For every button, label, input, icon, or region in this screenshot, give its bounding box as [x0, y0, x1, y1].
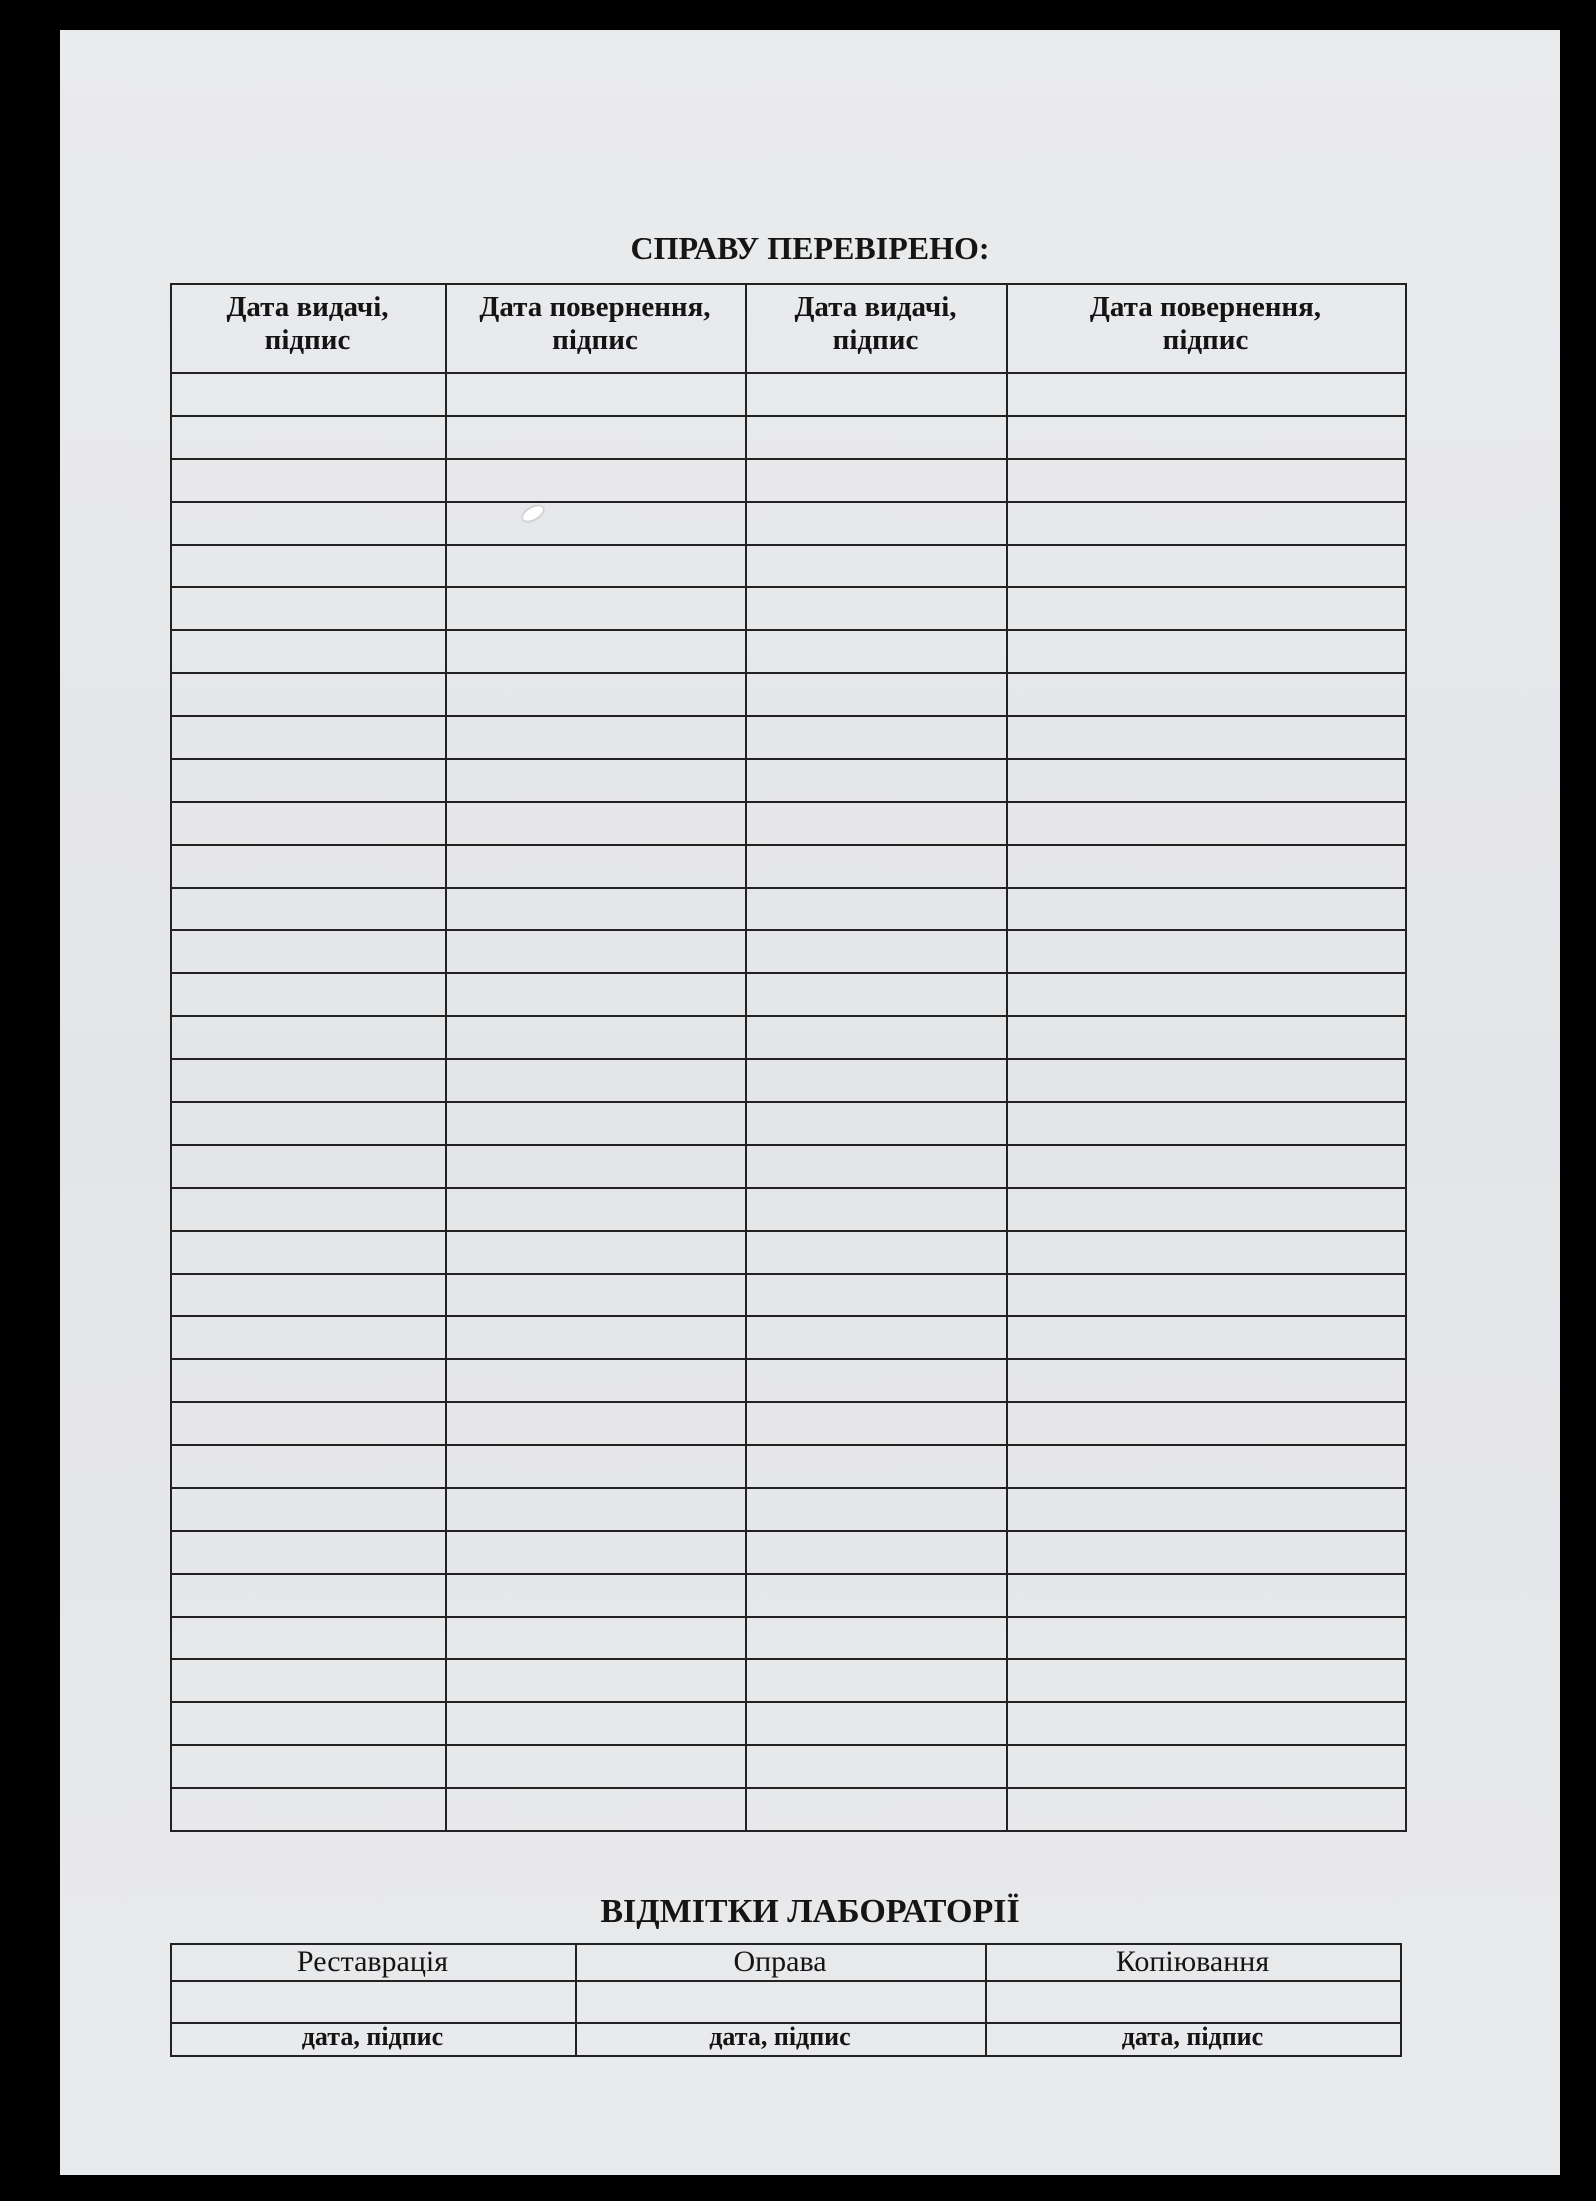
column-header-line1: Дата видачі, [794, 291, 957, 323]
lab-column-name: Оправа [733, 1945, 827, 1978]
column-header-line2: підпис [264, 323, 351, 356]
table-row-line [170, 887, 1407, 889]
table-header-border [170, 372, 1407, 374]
table-row-line [170, 715, 1407, 717]
column-header-line2: підпис [832, 323, 919, 356]
table-row-line [170, 1444, 1407, 1446]
paper-speck [521, 503, 546, 524]
column-header-line2: підпис [552, 323, 638, 356]
table-row-line [170, 1101, 1407, 1103]
table-row-line [170, 929, 1407, 931]
lab-column-name: Реставрація [296, 1945, 449, 1978]
table-row-line [170, 1230, 1407, 1232]
lab-column-footer: дата, підпис [1121, 2022, 1264, 2051]
table-row-line [170, 1144, 1407, 1146]
column-header [170, 291, 445, 357]
table-row-line [170, 1315, 1407, 1317]
table-row-line [170, 586, 1407, 588]
table-row-line [170, 1058, 1407, 1060]
table-row-line [170, 844, 1407, 846]
column-header-line1: Дата повернення, [479, 291, 711, 323]
table-row-line [170, 1830, 1407, 1832]
table-row-line [170, 544, 1407, 546]
lab-hline [170, 1980, 1402, 1982]
lab-bottom-border [170, 2055, 1402, 2057]
table-row-line [170, 1658, 1407, 1660]
table-row-line [170, 1616, 1407, 1618]
lab-column-name: Копіювання [1115, 1945, 1270, 1978]
table-row-line [170, 1273, 1407, 1275]
lab-column-footer: дата, підпис [301, 2022, 444, 2051]
lab-vline-bottom [1400, 2035, 1402, 2057]
table-row-line [170, 1701, 1407, 1703]
table-row-line [170, 629, 1407, 631]
table-row-line [170, 415, 1407, 417]
table-row-line [170, 458, 1407, 460]
table-row-line [170, 1015, 1407, 1017]
table-row-line [170, 1187, 1407, 1189]
table-row-line [170, 972, 1407, 974]
table-row-line [170, 758, 1407, 760]
checked-title: СПРАВУ ПЕРЕВІРЕНО: [630, 230, 990, 266]
table-row-line [170, 501, 1407, 503]
table-row-line [170, 1787, 1407, 1789]
table-row-line [170, 1358, 1407, 1360]
lab-column-footer: дата, підпис [709, 2022, 851, 2051]
table-row-line [170, 1530, 1407, 1532]
column-header-line2: підпис [1162, 323, 1249, 356]
table-row-line [170, 1744, 1407, 1746]
table-top-border [170, 283, 1407, 285]
table-row-line [170, 672, 1407, 674]
table-row-line [170, 1573, 1407, 1575]
table-row-line [170, 1401, 1407, 1403]
column-header [745, 291, 1006, 357]
column-header-line1: Дата повернення, [1089, 291, 1322, 323]
table-row-line [170, 801, 1407, 803]
table-row-line [170, 1487, 1407, 1489]
column-header-line1: Дата видачі, [226, 291, 389, 323]
form-page [60, 30, 1560, 2175]
column-header [1006, 291, 1405, 357]
column-header [445, 291, 745, 357]
lab-title: ВІДМІТКИ ЛАБОРАТОРІЇ [600, 1893, 1020, 1930]
